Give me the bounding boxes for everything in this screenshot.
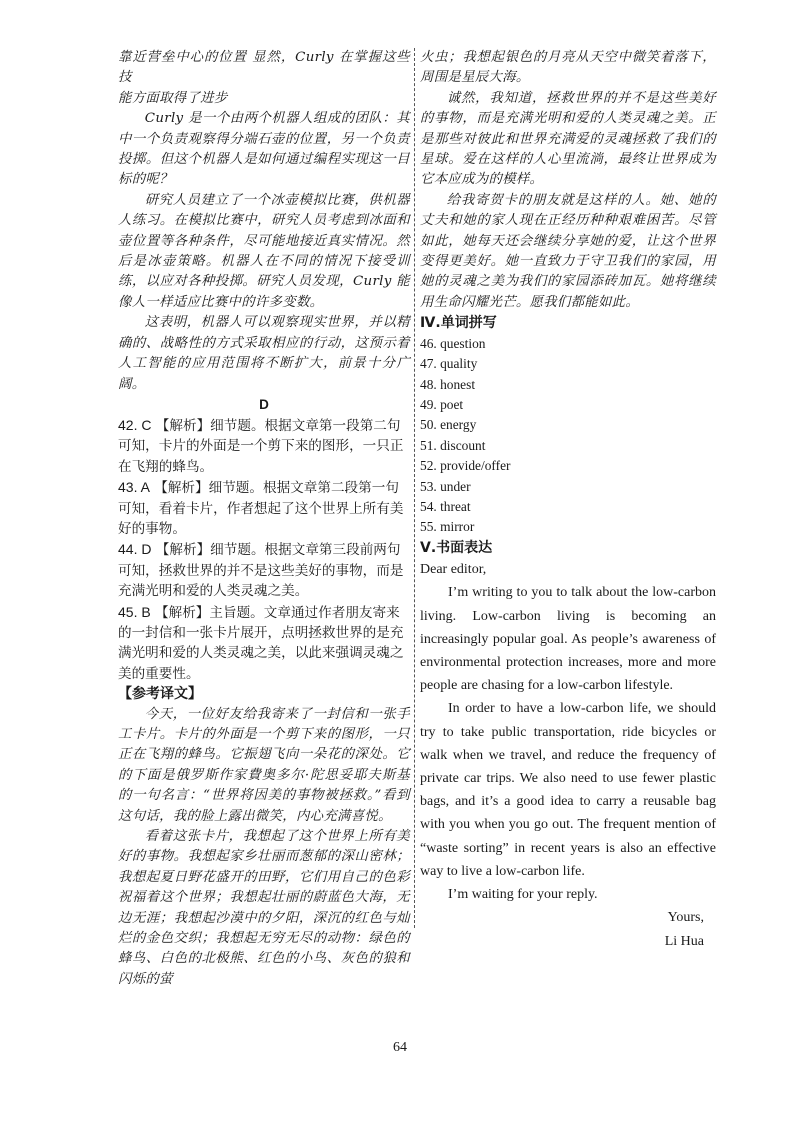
vocab-item: 46. question	[420, 335, 486, 351]
curly-paragraph: Curly 是一个由两个机器人组成的团队：其中一个负责观察得分端石壶的位置，另一个负责投掷。但这个机器人是如何通过编程实现这一目标的呢？	[118, 111, 410, 188]
translation-paragraph-1: 今天，一位好友给我寄来了一封信和一张手工卡片。卡片的外面是一个剪下来的图形，一只正在飞翔的蜂鸟。它振翅飞向一朵花的深处。它的下面是俄罗斯作家費奥多尔·陀思妥耶夫斯基的一句名言：“世界将因美的事物被拯救。”看到这句话，我的脸上露出微笑，内心充满喜悦。	[118, 706, 410, 824]
section-letter-d: D	[259, 396, 269, 412]
answer-45-text: 【解析】主旨题。文章通过作者朋友寄来的一封信和一张卡片展开，点明拯救世界的是充满光明和爱的人类灵魂之美，以此来强调灵魂之美的重要性。	[118, 604, 404, 682]
translation-paragraph-4: 给我寄贺卡的朋友就是这样的人。她、她的丈夫和她的家人现在正经历种种艰难困苦。尽管如此，她每天还会继续分享她的爱，让这个世界变得更美好。她一直致力于守卫我们的家园，用她的灵魂之美为我们的家园添砖加瓦。她将继续用生命闪耀光芒。愿我们都能如此。	[420, 192, 716, 310]
answer-42-text: 【解析】细节题。根据文章第一段第二句可知，卡片的外面是一个剪下来的图形，一只正在飞翔的蜂鸟。	[118, 417, 404, 475]
fragment-line-2: 能方面取得了进步	[118, 90, 228, 106]
answer-42-number: 42. C	[118, 416, 152, 433]
answer-43-text: 【解析】细节题。根据文章第二段第一句可知，看着卡片，作者想起了这个世界上所有美好的事物。	[118, 480, 404, 537]
fragment-line-1: 靠近营垒中心的位置 显然，Curly 在掌握这些技	[118, 50, 410, 86]
letter-salutation: Dear editor,	[420, 562, 487, 578]
answer-44-text: 【解析】细节题。根据文章第三段前两句可知，拯救世界的并不是这些美好的事物，而是充满光明和爱的人类灵魂之美。	[118, 542, 404, 600]
answer-42	[118, 415, 410, 477]
answer-43	[118, 477, 410, 539]
section-5-title: Ⅴ.书面表达	[420, 539, 493, 556]
vocab-item: 53. under	[420, 478, 471, 494]
letter-signature: Li Hua	[664, 934, 704, 950]
research-paragraph: 研究人员建立了一个冰壶模拟比赛，供机器人练习。在模拟比赛中，研究人员考虑到冰面和壶位置等各种条件，尽可能地接近真实情况。然后是冰壶策略。机器人在不同的情况下接受训练，以应对各种投掷。研究人员发现，Curly 能像人一样适应比赛中的许多变数。	[118, 192, 410, 310]
vocab-item: 48. honest	[420, 376, 476, 392]
vocabulary-answer-list	[420, 334, 716, 538]
translation-paragraph-3: 诚然，我知道，拯救世界的并不是这些美好的事物，而是充满光明和爱的人类灵魂之美。正是那些对彼此和世界充满爱的灵魂拯救了我们的星球。爱在这样的人心里流淌，最终让世界成为它本应成为的模样。	[420, 90, 716, 188]
page-number: 64	[393, 1040, 407, 1055]
answer-45	[118, 602, 410, 685]
vocab-item: 47. quality	[420, 356, 478, 372]
sample-letter	[420, 558, 716, 906]
translation-paragraph-2: 看着这张卡片，我想起了这个世界上所有美好的事物。我想起家乡壮丽而葱郁的深山密林；我想起夏日野花盛开的田野，它们用自己的色彩祝福着这个世界；我想起壮丽的蔚蓝色大海，无边无涯；我想起沙漠中的夕阳，深沉的红色与灿烂的金色交织；我想起无穷无尽的动物：绿色的蜂鸟、白色的北极熊、红色的小鸟、灰色的狼和闪烁的萤	[118, 829, 410, 987]
answer-45-number: 45. B	[118, 603, 151, 620]
right-column	[420, 48, 716, 954]
conclusion-paragraph: 这表明，机器人可以观察现实世界，并以精确的、战略性的方式采取相应的行动，这预示着人工智能的应用范围将不断扩大，前景十分广阔。	[118, 315, 410, 392]
letter-paragraph-2: In order to have a low-carbon life, we should try to take public transportation, ride bicycles or walk when we travel, and reduce the frequency of private car trips. We also need to use fewer plastic bags, and it’s a good idea to carry a reusable bag with you when you go out. The frequent mention of “waste sorting” in recent years is also an effective way to live a low-carbon life.	[420, 701, 716, 879]
vocab-item: 52. provide/offer	[420, 458, 511, 474]
section-4-title: Ⅳ.单词拼写	[420, 315, 497, 332]
answer-44	[118, 539, 410, 601]
left-column	[118, 48, 410, 990]
vocab-item: 55. mirror	[420, 519, 475, 535]
vocab-item: 49. poet	[420, 396, 464, 412]
vocab-item: 51. discount	[420, 437, 486, 453]
letter-paragraph-1: I’m writing to you to talk about the low-carbon living. Low-carbon living is becoming an increasingly popular goal. As people’s awareness of environmental protection increases, more and more people are chasing for a low-carbon lifestyle.	[420, 585, 716, 694]
answer-43-number: 43. A	[118, 479, 150, 496]
vocab-item: 50. energy	[420, 417, 477, 433]
letter-paragraph-3: I’m waiting for your reply.	[448, 887, 598, 902]
letter-closing: Yours,	[667, 910, 704, 926]
vocab-item: 54. threat	[420, 498, 471, 514]
reference-translation-heading: 【参考译文】	[118, 686, 202, 703]
translation-continued: 火虫；我想起银色的月亮从天空中微笑着落下，周围是星辰大海。	[420, 50, 716, 86]
column-divider	[414, 48, 415, 928]
answer-44-number: 44. D	[118, 541, 152, 558]
